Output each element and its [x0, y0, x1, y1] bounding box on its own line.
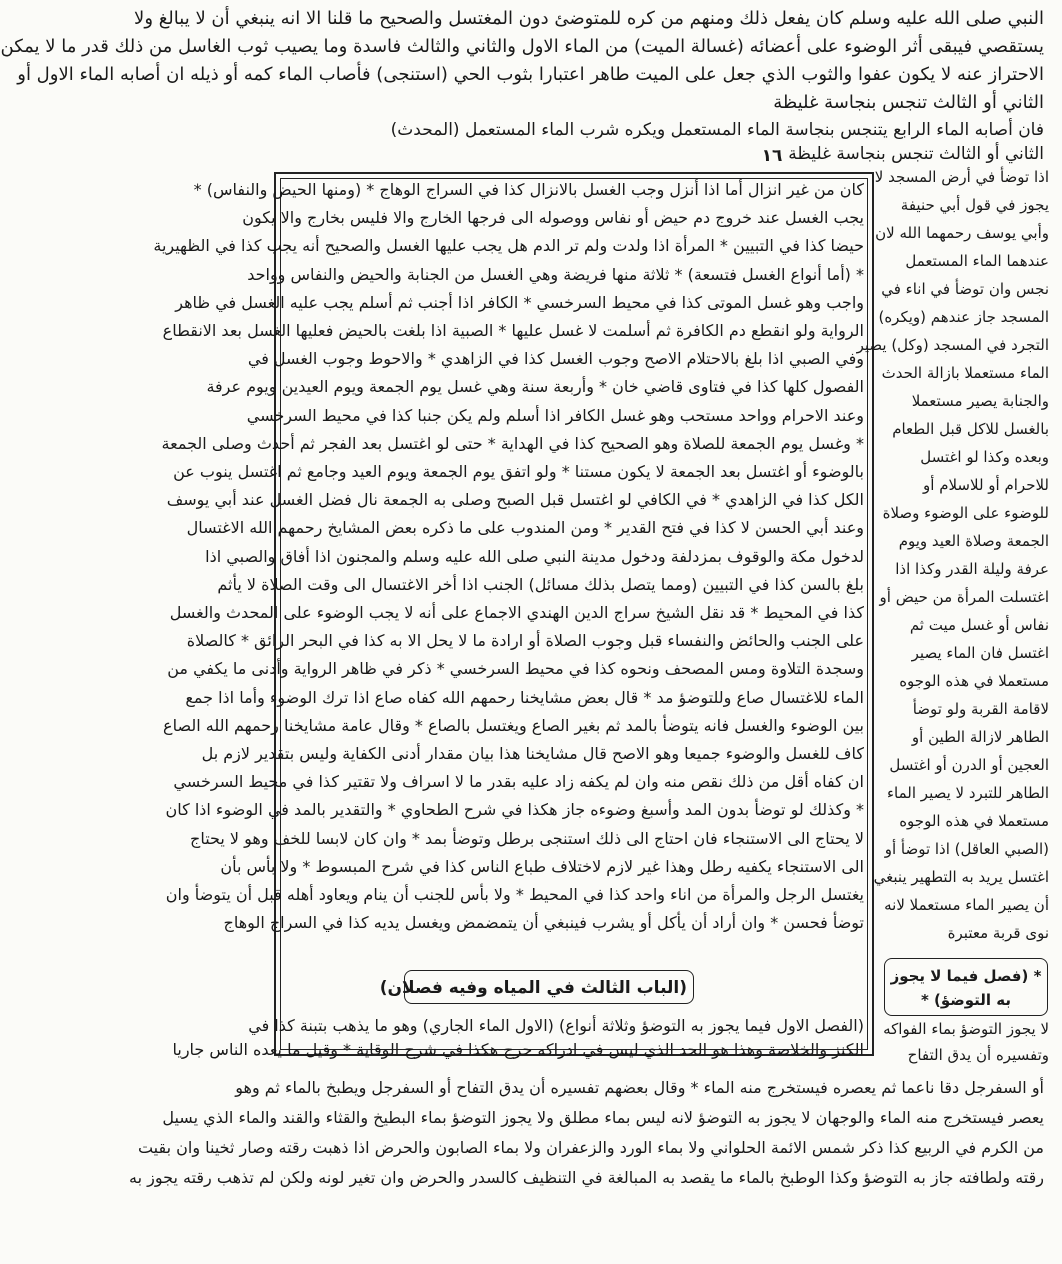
side-note-line: لاقامة القربة ولو توضأ: [912, 700, 1049, 718]
side-note-line: اغتسل فان الماء يصير: [911, 644, 1049, 662]
main-text-line: كذا في المحيط * قد نقل الشيخ سراج الدين الهندي الاجماع على أنه لا يجب الوضوء على المحدث والغسل: [169, 603, 864, 622]
side-box-title-2: به التوضؤ) *: [920, 991, 1012, 1009]
main-text-line: يجب الغسل عند خروج دم حيض أو نفاس ووصوله الى فرجها الخارج والا فليس بخارج والا يكون: [242, 208, 864, 228]
main-text-line: * وكذلك لو توضأ بدون المد وأسبغ وضوءه جاز هكذا في شرح الطحاوي * والتقدير بالمد في الوضوء اذا كان: [165, 800, 864, 820]
main-text-line: * (أما أنواع الغسل فتسعة) * ثلاثة منها فريضة وهي الغسل من الجنابة والحيض والنفاس وواحد: [247, 264, 864, 284]
side-note-line: يجوز في قول أبي حنيفة: [900, 196, 1049, 214]
main-text-line: الكل كذا في الزاهدي * في الكافي لو اغتسل قبل الصبح وصلى به الجمعة نال فضل الغسل عند أبي يوسف: [166, 490, 864, 510]
side-note-line: الجمعة وصلاة العيد ويوم: [898, 532, 1049, 550]
side-note-line: وبعده وكذا لو اغتسل: [920, 448, 1049, 466]
page-number: ١٦: [761, 146, 783, 166]
chapter-title-box: [379, 970, 694, 1004]
side-note-line: نفاس أو غسل ميت ثم: [909, 616, 1049, 634]
chapter-title: (الباب الثالث في المياه وفيه فصلان): [379, 978, 687, 998]
side-note-line: عرفة وليلة القدر وكذا اذا: [895, 560, 1049, 578]
main-text-line: على الجنب والحائض والنفساء قبل وجوب الصلاة أو ارادة ما لا يحل الا به كذا في البحر الرائق * كالصلاة: [186, 631, 864, 651]
side-note-line: عندهما الماء المستعمل: [905, 252, 1049, 270]
side-note-line: (الصبي العاقل) اذا توضأ أو: [884, 840, 1049, 858]
header-line-4b: الثاني أو الثالث تنجس بنجاسة غليظة: [788, 144, 1044, 164]
main-text-line: الفصول كلها كذا في فتاوى قاضي خان * وأربعة سنة وهي غسل يوم الجمعة ويوم العيدين ويوم عرفة: [206, 377, 864, 397]
main-text-line: وعند أبي الحسن لا كذا في فتح القدير * ومن المندوب على ما ذكره بعض المشايخ رحمهم الله الاغتسال: [186, 518, 864, 538]
side-note-line: نوى قربة معتبرة: [947, 924, 1049, 942]
main-text-line: بلغ بالسن كذا في التبيين (ومما يتصل بذلك مسائل) الجنب اذا أخر الاغتسال الى وقت الصلاة لا يأثم: [217, 574, 864, 594]
side-note-line: للاحرام أو للاسلام أو: [923, 476, 1049, 494]
main-text-line: ان كفاه أقل من ذلك نقص منه وان لم يكفه زاد عليه بقدر ما لا اسراف ولا تقتير كذا في محيط السرخسي: [173, 772, 864, 792]
main-text-line: الى الاستنجاء يكفيه رطل وهذا غير لازم لاختلاف طباع الناس كذا في شرح المبسوط * ولا بأس بأن: [220, 856, 864, 876]
side-note-line: العجين أو الدرن أو اغتسل: [889, 756, 1049, 774]
footer-line-2: يعصر فيستخرج منه الماء والوجهان لا يجوز به التوضؤ لانه ليس بماء مطلق ولا يجوز التوضؤ بماء البطيخ والقثاء والقند والماء الذي يسيل: [162, 1108, 1044, 1127]
side-note-line: الماء مستعملا بازالة الحدث: [881, 364, 1049, 382]
main-text-line: كان من غير انزال أما اذا أنزل وجب الغسل بالانزال كذا في السراج الوهاج * (ومنها الحيض والنفاس) *: [193, 180, 864, 199]
side-note-line: وأبي يوسف رحمهما الله لان: [875, 224, 1049, 242]
side-note-line: اذا توضأ في أرض المسجد لا: [874, 168, 1049, 186]
footer-line-1: أو السفرجل دقا ناعما ثم يعصره فيستخرج منه الماء * وقال بعضهم تفسيره أن يدق التفاح أو السفرجل ويطبخ بالماء ثم وهو: [235, 1078, 1044, 1097]
header-line-3: الاحتراز عنه لا يكون عفوا والثوب الذي جعل على الميت طاهر اعتبارا بثوب الحي (استنجى) فأصاب الماء كمه أو ذيله ان أصابه الماء الاول أو: [17, 64, 1044, 85]
side-note-line: بالغسل للاكل قبل الطعام: [892, 420, 1049, 438]
footer-line-4: رقته ولطافته جاز به التوضؤ وكذا الوطبخ بالماء ما يقصد به المبالغة في التنظيف كالسدر والحرض وان تغير لونه ولكن لم تذهب رقته يجوز به: [129, 1168, 1044, 1187]
side-note-line: مستعملا في هذه الوجوه: [899, 812, 1049, 830]
main-text-line: حيضا كذا في التبيين * المرأة اذا ولدت ولم تر الدم هل يجب عليها الغسل والصحيح أنه يجب كذا في الظهيرية: [153, 236, 864, 256]
side-note-line: اغتسلت المرأة من حيض أو: [879, 588, 1049, 606]
side-after-line-1: لا يجوز التوضؤ بماء الفواكه: [883, 1020, 1049, 1038]
side-note-line: مستعملا في هذه الوجوه: [899, 672, 1049, 690]
side-note-line: للوضوء على الوضوء وصلاة: [882, 504, 1049, 522]
main-text-line: بين الوضوء والغسل فانه يتوضأ بالمد ثم بغير الصاع ويغتسل بالصاع * وقال عامة مشايخنا رحمهم الله الصاع: [163, 715, 864, 735]
main-text-line: بالوضوء أو اغتسل بعد الجمعة لا يكون مستنا * ولو اتفق يوم الجمعة ويوم العيد وجامع ثم اغتسل ينوب عن: [173, 462, 864, 481]
main-text-line: يغتسل الرجل والمرأة من اناء واحد كذا في المحيط * ولا بأس للجنب أن ينام ويعاود أهله قبل أن يتوضأ وان: [165, 885, 864, 904]
footer-line-3: من الكرم في الربيع كذا ذكر شمس الائمة الحلواني ولا بماء الورد والزعفران ولا بماء الصابون والحرض اذا ذهبت رقته وصار ثخينا وان بقيت: [137, 1138, 1044, 1157]
main-text-line: لدخول مكة والوقوف بمزدلفة ودخول مدينة النبي صلى الله عليه وسلم والمجنون اذا أفاق والصبي اذا: [205, 546, 864, 566]
side-note-line: والجنابة يصير مستعملا: [911, 392, 1049, 410]
side-note-line: التجرد في المسجد (وكل) يصير: [856, 336, 1049, 354]
main-text-line: وعند الاحرام وواحد مستحب وهو غسل الكافر اذا أسلم ولم يكن جنبا كذا في محيط السرخسي: [246, 405, 864, 425]
main-text-line: وسجدة التلاوة ومس المصحف ونحوه كذا في محيط السرخسي * ذكر في ظاهر الرواية وأدنى ما يكفي من: [167, 659, 864, 679]
side-after-line-2: وتفسيره أن يدق التفاح: [907, 1046, 1049, 1064]
main-text-line: * وغسل يوم الجمعة للصلاة وهو الصحيح كذا في الهداية * حتى لو اغتسل بعد الفجر ثم أحدث وصلى الجمعة: [161, 433, 864, 453]
section-line-1: (الفصل الاول فيما يجوز به التوضؤ وثلاثة أنواع) (الاول الماء الجاري) وهو ما يذهب بتبنة كذا في: [248, 1016, 864, 1035]
side-box-title-1: * (فصل فيما لا يجوز: [890, 967, 1042, 985]
side-note-line: نجس وان توضأ في اناء في: [881, 280, 1049, 298]
side-note-line: اغتسل يريد به التطهير ينبغي: [873, 868, 1049, 886]
header-line-4: الثاني أو الثالث تنجس بنجاسة غليظة: [773, 92, 1044, 113]
main-text-line: كاف للغسل والوضوء جميعا وهو الاصح قال مشايخنا هذا بيان مقدار أدنى الكفاية وليس بتقدير لازم بل: [201, 744, 864, 763]
header-line-5: فان أصابه الماء الرابع يتنجس بنجاسة الماء المستعمل ويكره شرب الماء المستعمل (المحدث): [390, 120, 1044, 140]
side-note-line: الطاهر للتبرد لا يصير الماء: [887, 784, 1049, 802]
header-line-1: النبي صلى الله عليه وسلم كان يفعل ذلك ومنهم من كره للمتوضئ دون المغتسل والصحيح ما قلنا الا انه ينبغي أن لا يبالغ ولا: [134, 8, 1044, 29]
side-section-box: [884, 958, 1048, 1016]
main-text-line: وفي الصبي اذا بلغ بالاحتلام الاصح وجوب الغسل كذا في الزاهدي * والاحوط وجوب الغسل في: [247, 349, 864, 369]
main-text-line: الرواية ولو انقطع دم الكافرة ثم أسلمت لا غسل عليها * الصبية اذا بلغت بالحيض فعليها الغسل بعد الانقطاع: [162, 321, 864, 340]
main-text-line: الماء للاغتسال صاع وللتوضؤ مد * قال بعض مشايخنا رحمهم الله كفاه صاع اذا ترك الوضوء وأما اذا جمع: [185, 687, 864, 707]
section-line-2: الكنز والخلاصة وهذا هو الحد الذي ليس في ادراكه حرج هكذا في شرح الوقاية * وقيل ما يعده الناس جاريا: [172, 1040, 864, 1059]
main-text-line: واجب وهو غسل الموتى كذا في محيط السرخسي * الكافر اذا أجنب ثم أسلم يجب عليه الغسل في ظاهر: [175, 292, 864, 312]
main-text-line: توضأ فحسن * وان أراد أن يأكل أو يشرب فينبغي أن يتمضمض ويغسل يديه كذا في السراج الوهاج: [223, 913, 864, 933]
main-text-line: لا يحتاج الى الاستنجاء فان احتاج الى ذلك استنجى برطل وتوضأ بمد * وان كان لابسا للخف وهو لا يحتاج: [190, 828, 864, 848]
side-note-line: أن يصير الماء مستعملا لانه: [884, 896, 1049, 914]
header-line-2: يستقصي فيبقى أثر الوضوء على أعضائه (غسالة الميت) من الماء الاول والثاني والثالث فاسدة وما يصيب ثوب الغاسل من ذلك قدر ما لا يمكن: [0, 36, 1044, 57]
side-note-line: الطاهر لازالة الطين أو: [911, 728, 1049, 746]
side-note-line: المسجد جاز عندهم (ويكره): [878, 308, 1049, 326]
